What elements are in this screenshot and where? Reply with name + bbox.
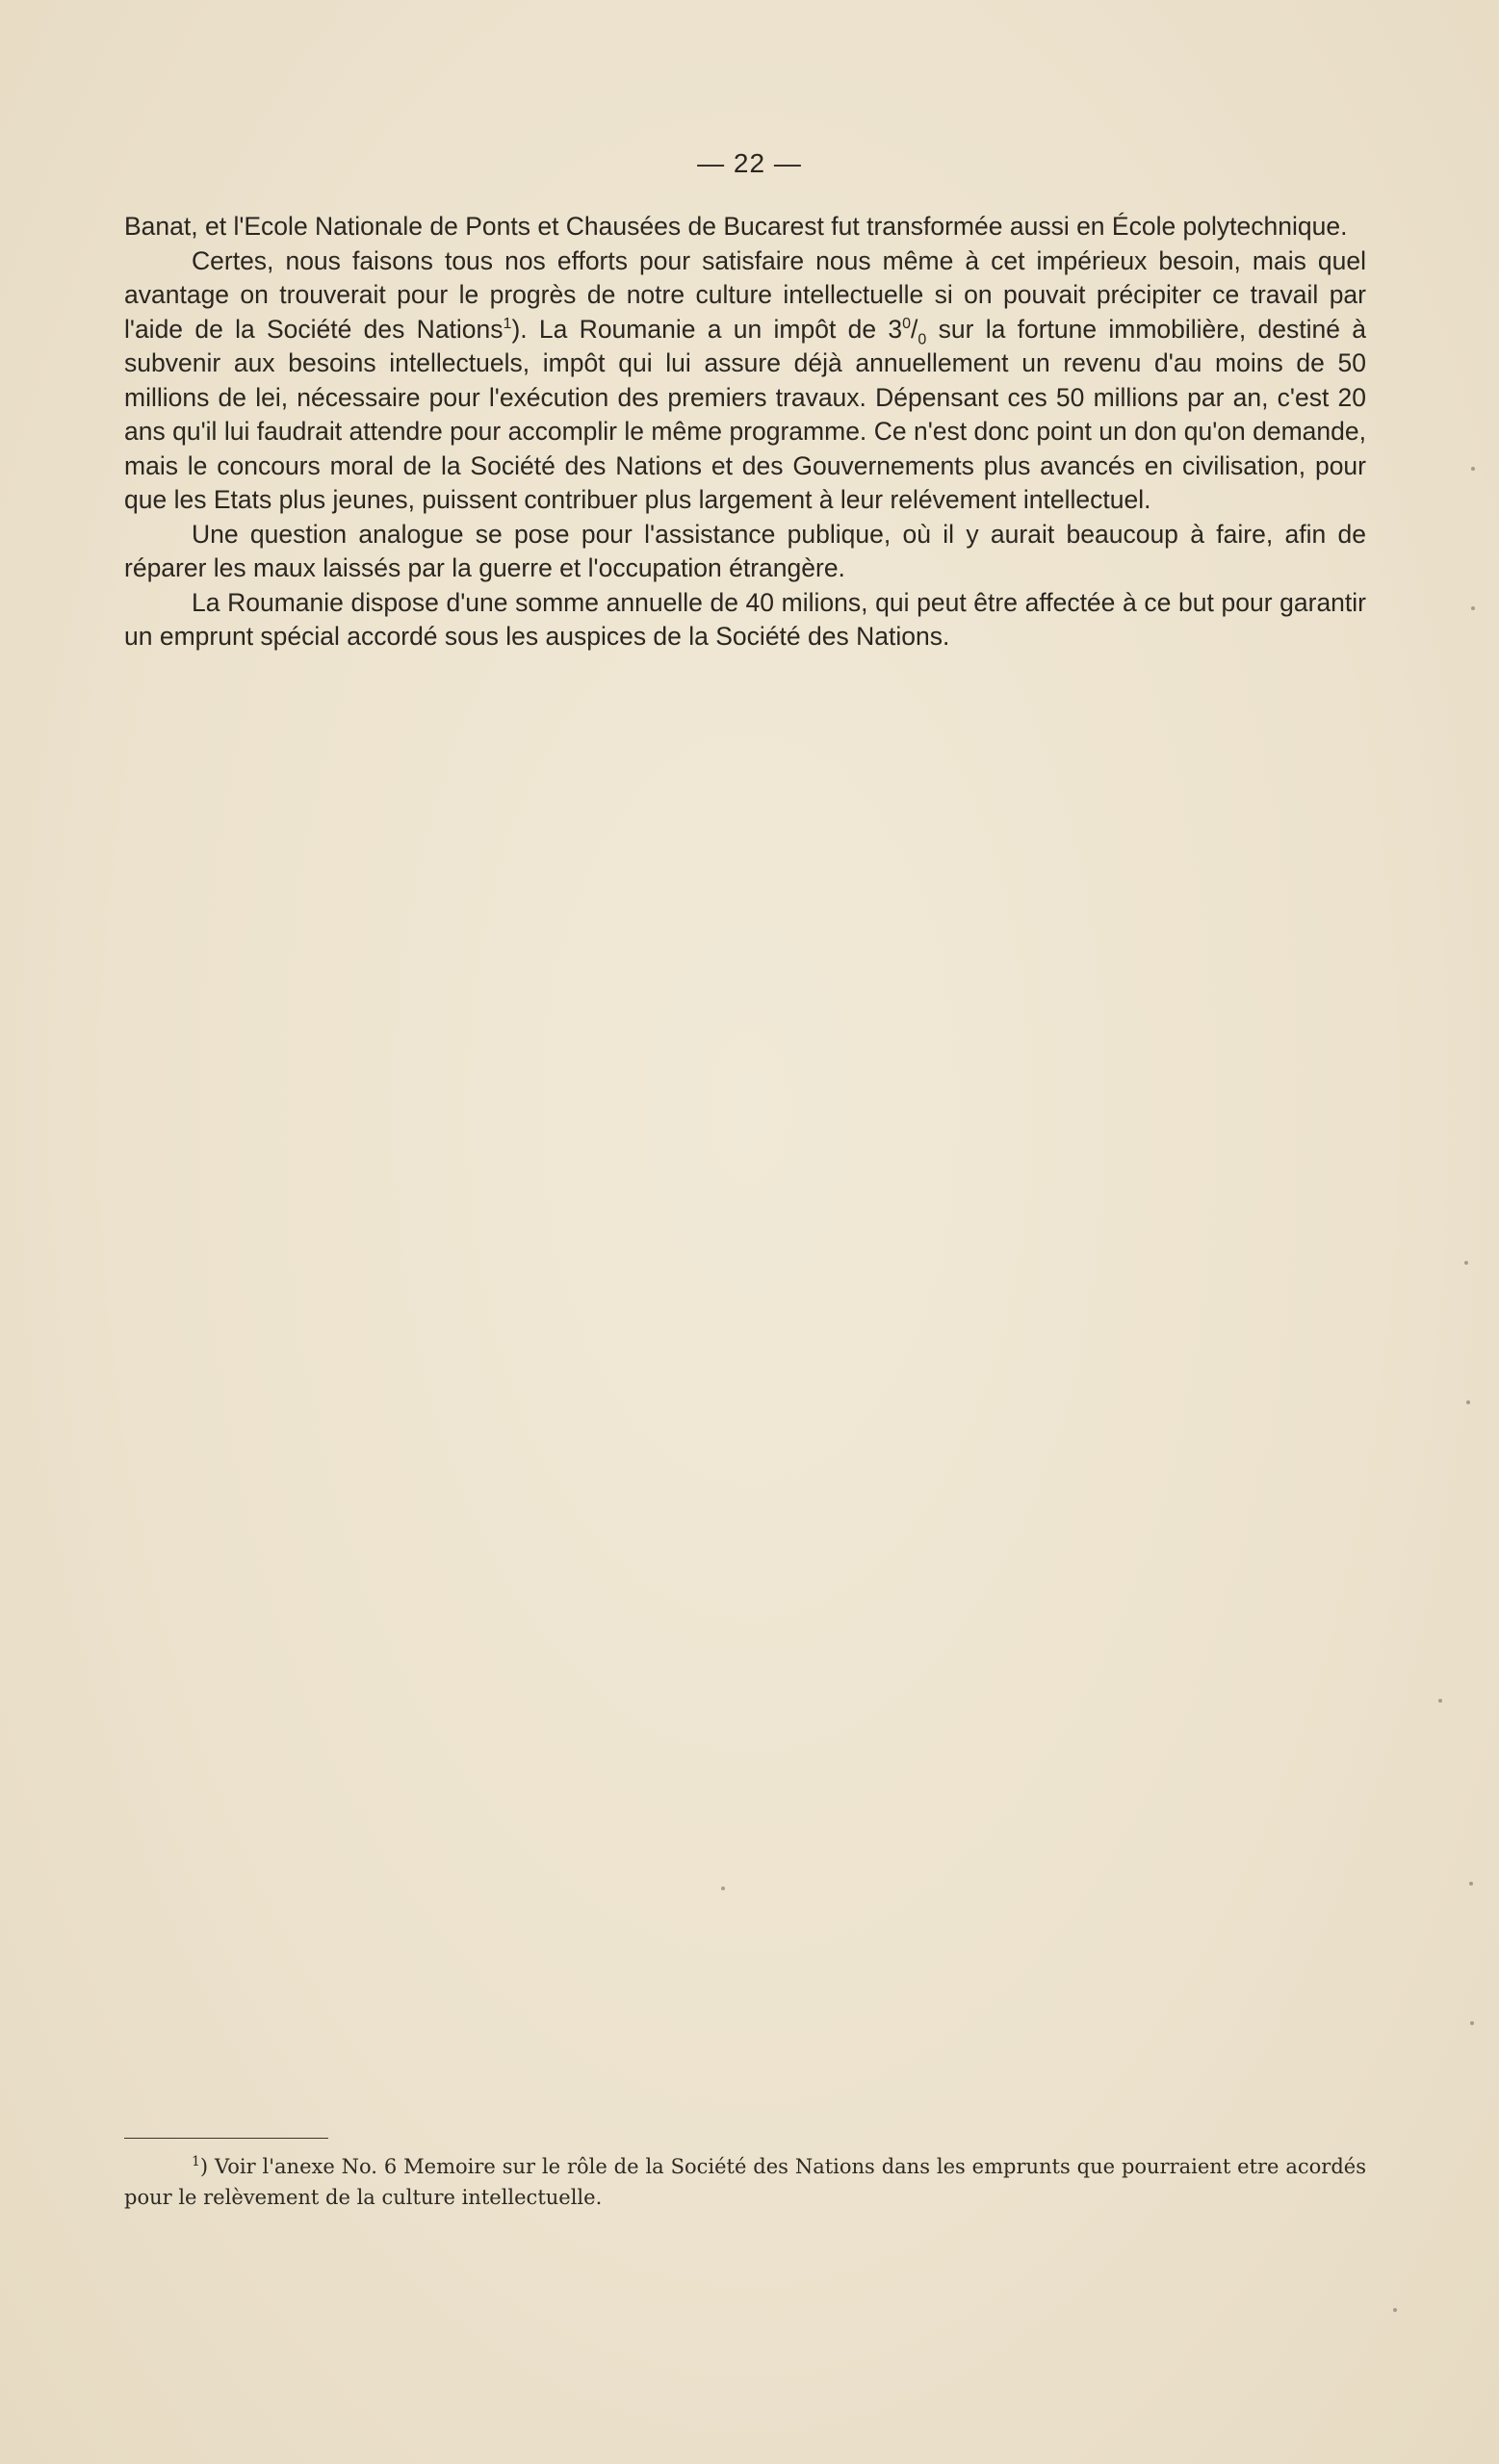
paper-speck [721, 1886, 725, 1890]
footnote-mark: 1 [192, 2154, 200, 2169]
paper-speck [1471, 606, 1475, 610]
paragraph-2-continuation: ). La Roumanie a un impôt de 3 [511, 314, 903, 344]
paragraph-1: Banat, et l'Ecole Nationale de Ponts et Chausées de Bucarest fut transformée aussi en École polytechnique. [124, 212, 1348, 241]
paper-speck [1393, 2308, 1397, 2312]
footnote [124, 2151, 1366, 2213]
footnote-text: ) Voir l'anexe No. 6 Memoire sur le rôle de la Société des Nations dans les emprunts que pourraient etre acordés pour le relèvement de la culture intellectuelle. [124, 2155, 1366, 2209]
paper-speck [1464, 1261, 1468, 1265]
paper-speck [1469, 1882, 1473, 1886]
paper-speck [1438, 1699, 1442, 1703]
paragraph-4: La Roumanie dispose d'une somme annuelle de 40 milions, qui peut être affectée à ce but pour garantir un emprunt spécial accordé sous les auspices de la Société des Nations. [124, 587, 1366, 651]
paragraph-2-rest: sur la fortune immobilière, destiné à subvenir aux besoins intellectuels, impôt qui lui assure déjà annuellement un revenu d'au moins de 50 millions de lei, nécessaire pour l'exécution des premiers travaux. Dépensant ces 50 millions par an, c'est 20 ans qu'il lui faudrait attendre pour accomplir le même programme. Ce n'est donc point un don qu'on demande, mais le concours moral de la Société des Nations et des Gouvernements plus avancés en civilisation, pour que les Etats plus jeunes, puissent contribuer plus largement à leur relévement intellectuel. [124, 314, 1366, 514]
paper-speck [1471, 467, 1475, 471]
per-mille-subscript: 0 [917, 330, 927, 347]
paragraph-2: Certes, nous faisons tous nos efforts pour satisfaire nous même à cet impérieux besoin, mais quel avantage on trouverait pour le progrès de notre culture intellectuelle si on pouvait précipiter ce travail par l'aide de la Société des Nations$^1$). La Roumanie a un impôt de $3^0/_0$ sur la fortune immobilière, destiné à subvenir aux besoins intellectuels, impôt qui lui assure déjà annuellement un revenu d'au moins de 50 millions de lei, nécessaire pour l'exécution des premiers travaux. Dépensant ces 50 millions par an, c'est 20 ans qu'il lui faudrait attendre pour accomplir le même programme. Ce n'est donc point un don qu'on demande, mais le concours moral de la Société des Nations et des Gouvernements plus avancés en civilisation, pour que les Etats plus jeunes, puissent contribuer plus largement à leur relévement intellectuel. [124, 245, 1366, 514]
paper-speck [1466, 1400, 1470, 1404]
page-number: — 22 — [697, 148, 802, 178]
paragraph-3: Une question analogue se pose pour l'assistance publique, où il y aurait beaucoup à faire, afin de réparer les maux laissés par la guerre et l'occupation étrangère. [124, 519, 1366, 582]
paper-speck [1470, 2021, 1474, 2025]
body-text [124, 210, 1366, 654]
per-mille-superscript: 0 [902, 315, 912, 332]
paragraph-2-start: Certes, nous faisons tous nos efforts pour satisfaire nous même à cet impérieux besoin, mais quel avantage on trouverait pour le progrès de notre culture intellectuelle si on pouvait précipiter ce travail par l'aide de la Société des Nations [124, 245, 1366, 344]
footnote-reference[interactable]: 1 [503, 315, 512, 332]
footnote-divider [124, 2138, 328, 2139]
